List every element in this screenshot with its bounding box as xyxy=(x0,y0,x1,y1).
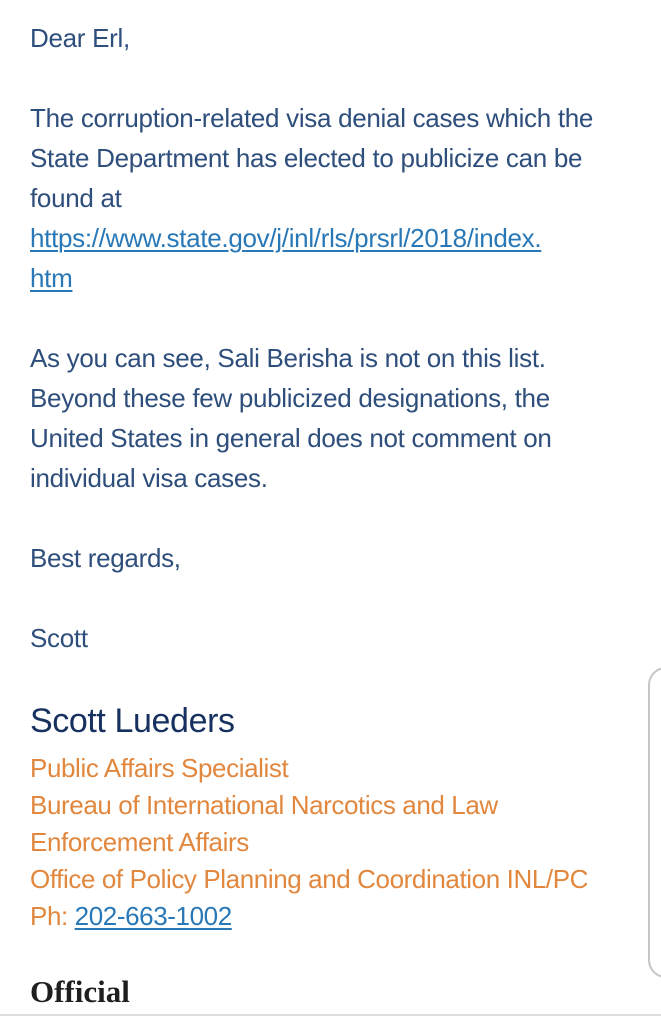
signature-block xyxy=(30,750,633,935)
scroll-indicator[interactable] xyxy=(648,667,661,978)
body-text-line: found at xyxy=(30,183,122,213)
body-text-line: The corruption-related visa denial cases which the xyxy=(30,103,594,133)
closing-paragraph xyxy=(30,538,633,578)
body-text-line: United States in general does not comment on xyxy=(30,423,552,453)
visa-paragraph xyxy=(30,98,633,298)
state-gov-link[interactable]: https://www.state.gov/j/inl/rls/prsrl/2018/index. xyxy=(30,223,542,253)
closing-text: Best regards, xyxy=(30,543,181,573)
signature-name: Scott Lueders xyxy=(30,702,235,740)
state-gov-link-wrap[interactable]: htm xyxy=(30,263,73,293)
official-marking: Official xyxy=(30,974,130,1009)
body-text-line: Beyond these few publicized designations, the xyxy=(30,383,550,413)
signature-office: Office of Policy Planning and Coordination INL/PC xyxy=(30,864,589,894)
body-text-line: State Department has elected to publicize can be xyxy=(30,143,583,173)
signoff-paragraph xyxy=(30,618,633,658)
signoff-text: Scott xyxy=(30,623,88,653)
phone-number-link[interactable]: 202-663-1002 xyxy=(74,901,232,931)
signature-title: Public Affairs Specialist xyxy=(30,753,289,783)
list-paragraph xyxy=(30,338,633,498)
body-text-line: individual visa cases. xyxy=(30,463,268,493)
signature-bureau-line: Bureau of International Narcotics and Law xyxy=(30,790,498,820)
signature-phone-line xyxy=(30,898,633,935)
body-text-line: As you can see, Sali Berisha is not on this list. xyxy=(30,343,546,373)
bottom-divider xyxy=(0,1014,661,1016)
greeting-text: Dear Erl, xyxy=(30,23,130,53)
phone-label: Ph: xyxy=(30,901,75,931)
signature-bureau-line: Enforcement Affairs xyxy=(30,827,249,857)
greeting-paragraph xyxy=(30,18,633,58)
